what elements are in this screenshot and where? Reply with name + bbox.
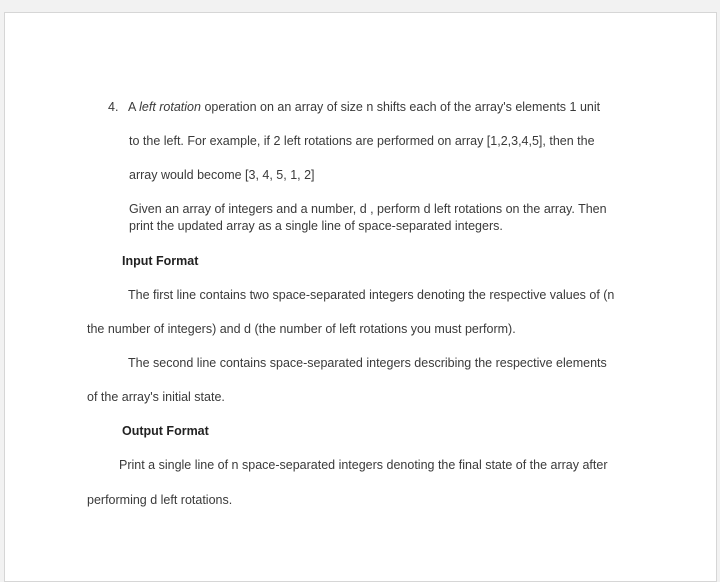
left-rotation-term: left rotation bbox=[139, 100, 201, 114]
output-line-2: performing d left rotations. bbox=[87, 493, 233, 507]
output-format-heading: Output Format bbox=[122, 424, 209, 438]
output-line-1: Print a single line of n space-separated integers denoting the final state of the array after bbox=[119, 458, 608, 472]
intro-line-2: to the left. For example, if 2 left rotations are performed on array [1,2,3,4,5], then the bbox=[129, 134, 595, 148]
input-format-heading: Input Format bbox=[122, 254, 199, 268]
input-p1-line-2: the number of integers) and d (the number of left rotations you must perform). bbox=[87, 322, 516, 336]
intro-prefix: A bbox=[128, 100, 140, 114]
input-p2-line-2: of the array's initial state. bbox=[87, 390, 225, 404]
task-line-1: Given an array of integers and a number, d , perform d left rotations on the array. Then bbox=[129, 202, 607, 216]
intro-line-3: array would become [3, 4, 5, 1, 2] bbox=[129, 168, 315, 182]
intro-suffix: operation on an array of size n shifts each of the array's elements 1 unit bbox=[200, 100, 601, 114]
item-number: 4. bbox=[108, 100, 119, 114]
document-page bbox=[4, 12, 717, 582]
intro-line-1 bbox=[108, 99, 600, 115]
task-line-2: print the updated array as a single line of space-separated integers. bbox=[129, 219, 503, 233]
input-p1-line-1: The first line contains two space-separated integers denoting the respective values of (n bbox=[128, 288, 615, 302]
input-p2-line-1: The second line contains space-separated integers describing the respective elements bbox=[128, 356, 607, 370]
